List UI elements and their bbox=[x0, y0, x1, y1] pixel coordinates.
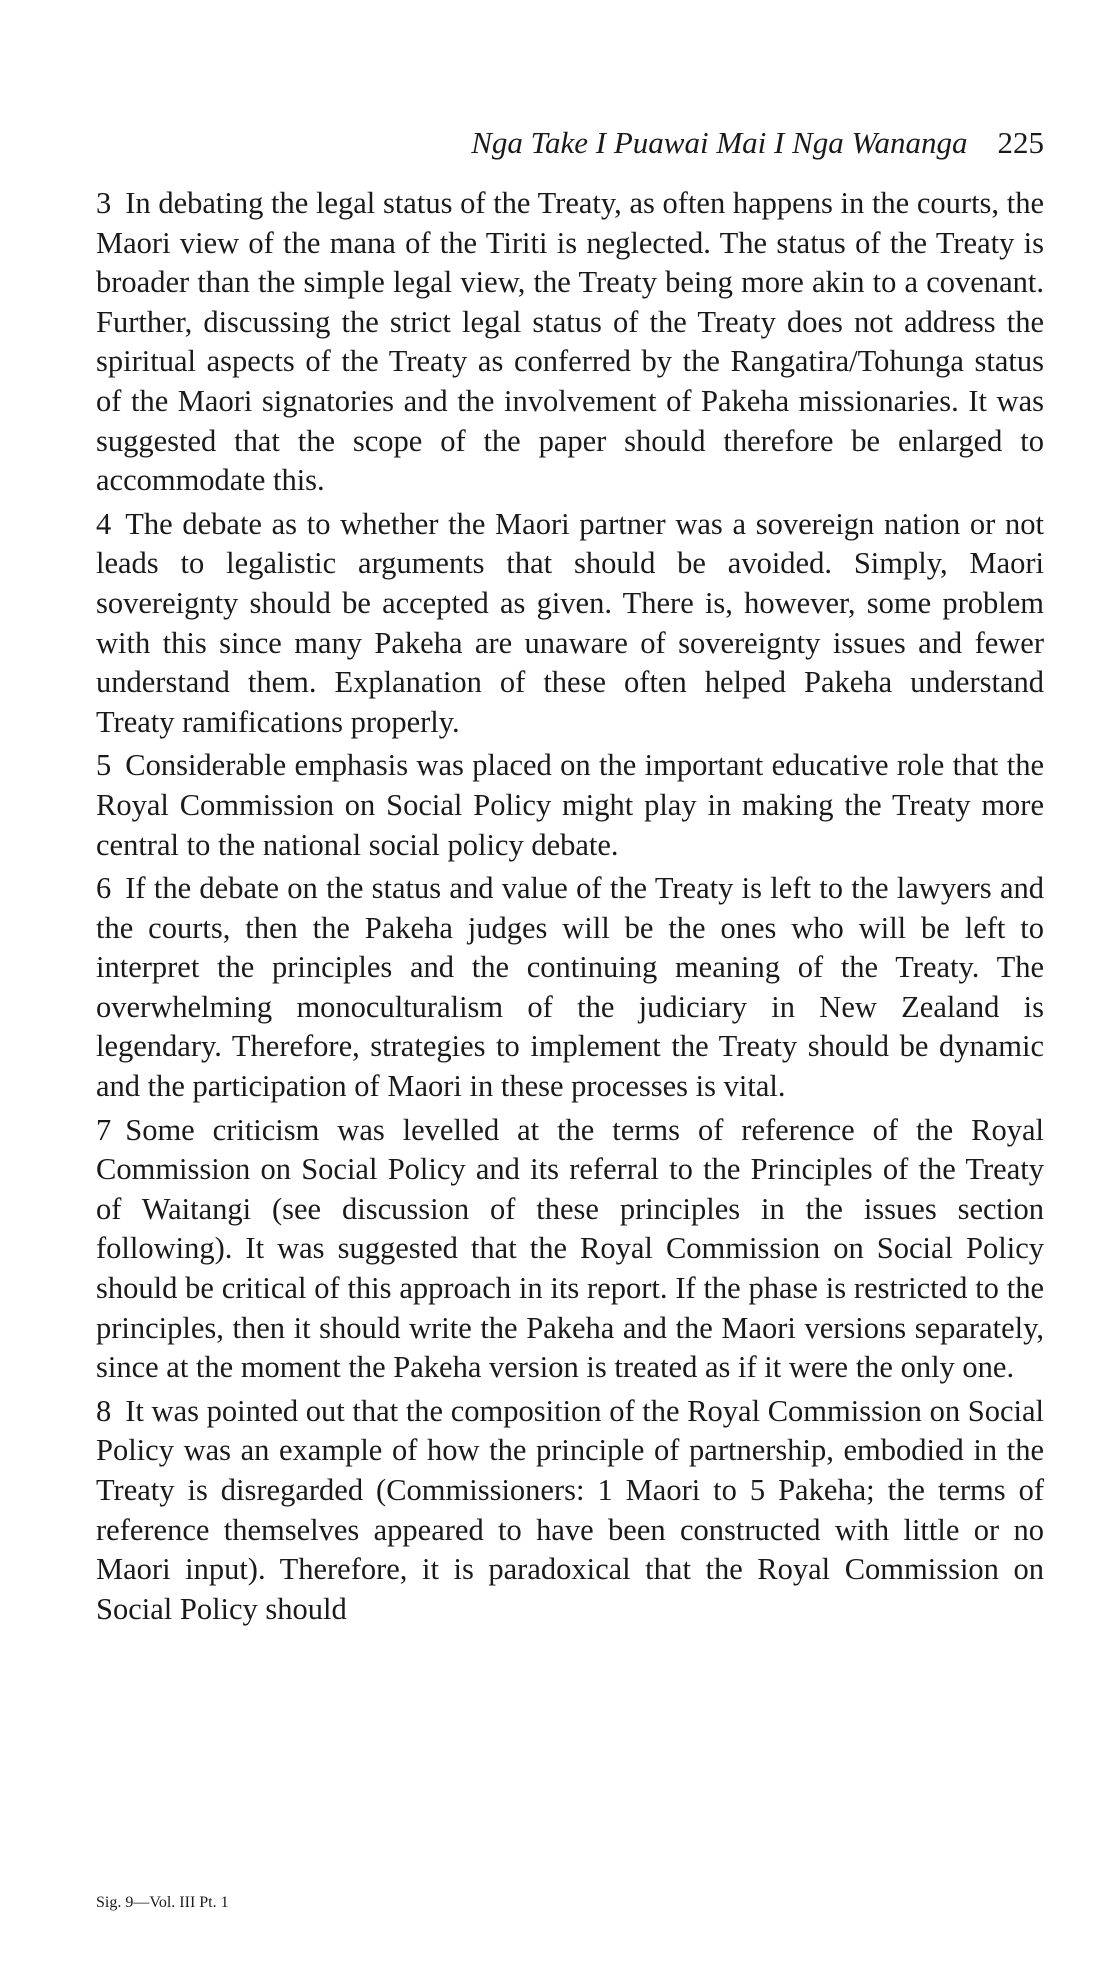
paragraph-text: It was pointed out that the composition of the Royal Commission on Social Policy was an example of how the principle of partnership, embodied in the Treaty is disregarded (Commissioners: 1 Maori to 5 Pakeha; the terms of reference themselves appeared to have been constructed with little or no Maori input). Therefore, it is paradoxical that the Royal Commission on Social Policy should bbox=[96, 1393, 1044, 1626]
paragraph-number: 3 bbox=[96, 186, 112, 220]
paragraph-text: Some criticism was levelled at the terms of reference of the Royal Commission on Social Policy and its referral to the Principles of the Treaty of Waitangi (see discussion of these principles in the issues section following). It was suggested that the Royal Commission on Social Policy should be critical of this approach in its report. If the phase is restricted to the principles, then it should write the Pakeha and the Maori versions separately, since at the moment the Pakeha version is treated as if it were the only one. bbox=[96, 1112, 1044, 1385]
paragraph-text: If the debate on the status and value of the Treaty is left to the lawyers and the courts, then the Pakeha judges will be the ones who will be left to interpret the principles and the continuing meaning of the Treaty. The overwhelming monoculturalism of the judiciary in New Zealand is legendary. Therefore, strategies to implement the Treaty should be dynamic and the participation of Maori in these processes is vital. bbox=[96, 871, 1044, 1104]
signature-mark: Sig. 9—Vol. III Pt. 1 bbox=[96, 1894, 229, 1911]
paragraph-text: Considerable emphasis was placed on the important educative role that the Royal Commission on Social Policy might play in making the Treaty more central to the national social policy debate. bbox=[96, 748, 1044, 862]
running-head bbox=[96, 123, 1044, 163]
paragraph-5 bbox=[96, 746, 1044, 865]
paragraph-number: 7 bbox=[96, 1112, 112, 1147]
body-text bbox=[96, 184, 1044, 1633]
paragraph-6 bbox=[96, 869, 1044, 1107]
page-number: 225 bbox=[997, 125, 1044, 160]
running-title: Nga Take I Puawai Mai I Nga Wananga bbox=[471, 125, 968, 160]
paragraph-number: 4 bbox=[96, 506, 112, 541]
paragraph-4 bbox=[96, 505, 1044, 743]
paragraph-8 bbox=[96, 1392, 1044, 1630]
paragraph-7 bbox=[96, 1111, 1044, 1388]
paragraph-number: 8 bbox=[96, 1393, 112, 1428]
paragraph-text: In debating the legal status of the Treaty, as often happens in the courts, the Maori view of the mana of the Tiriti is neglected. The status of the Treaty is broader than the simple legal view, the Treaty being more akin to a covenant. Further, discussing the strict legal status of the Treaty does not address the spiritual aspects of the Treaty as conferred by the Rangatira/Tohunga status of the Maori signatories and the involvement of Pakeha missionaries. It was suggested that the scope of the paper should therefore be enlarged to accommodate this. bbox=[96, 186, 1044, 498]
paragraph-text: The debate as to whether the Maori partner was a sovereign nation or not leads to legalistic arguments that should be avoided. Simply, Maori sovereignty should be accepted as given. There is, however, some problem with this since many Pakeha are unaware of sovereignty issues and fewer understand them. Explanation of these often helped Pakeha understand Treaty ramifications properly. bbox=[96, 506, 1044, 739]
paragraph-number: 5 bbox=[96, 748, 112, 783]
paragraph-3 bbox=[96, 184, 1044, 501]
paragraph-number: 6 bbox=[96, 871, 112, 906]
